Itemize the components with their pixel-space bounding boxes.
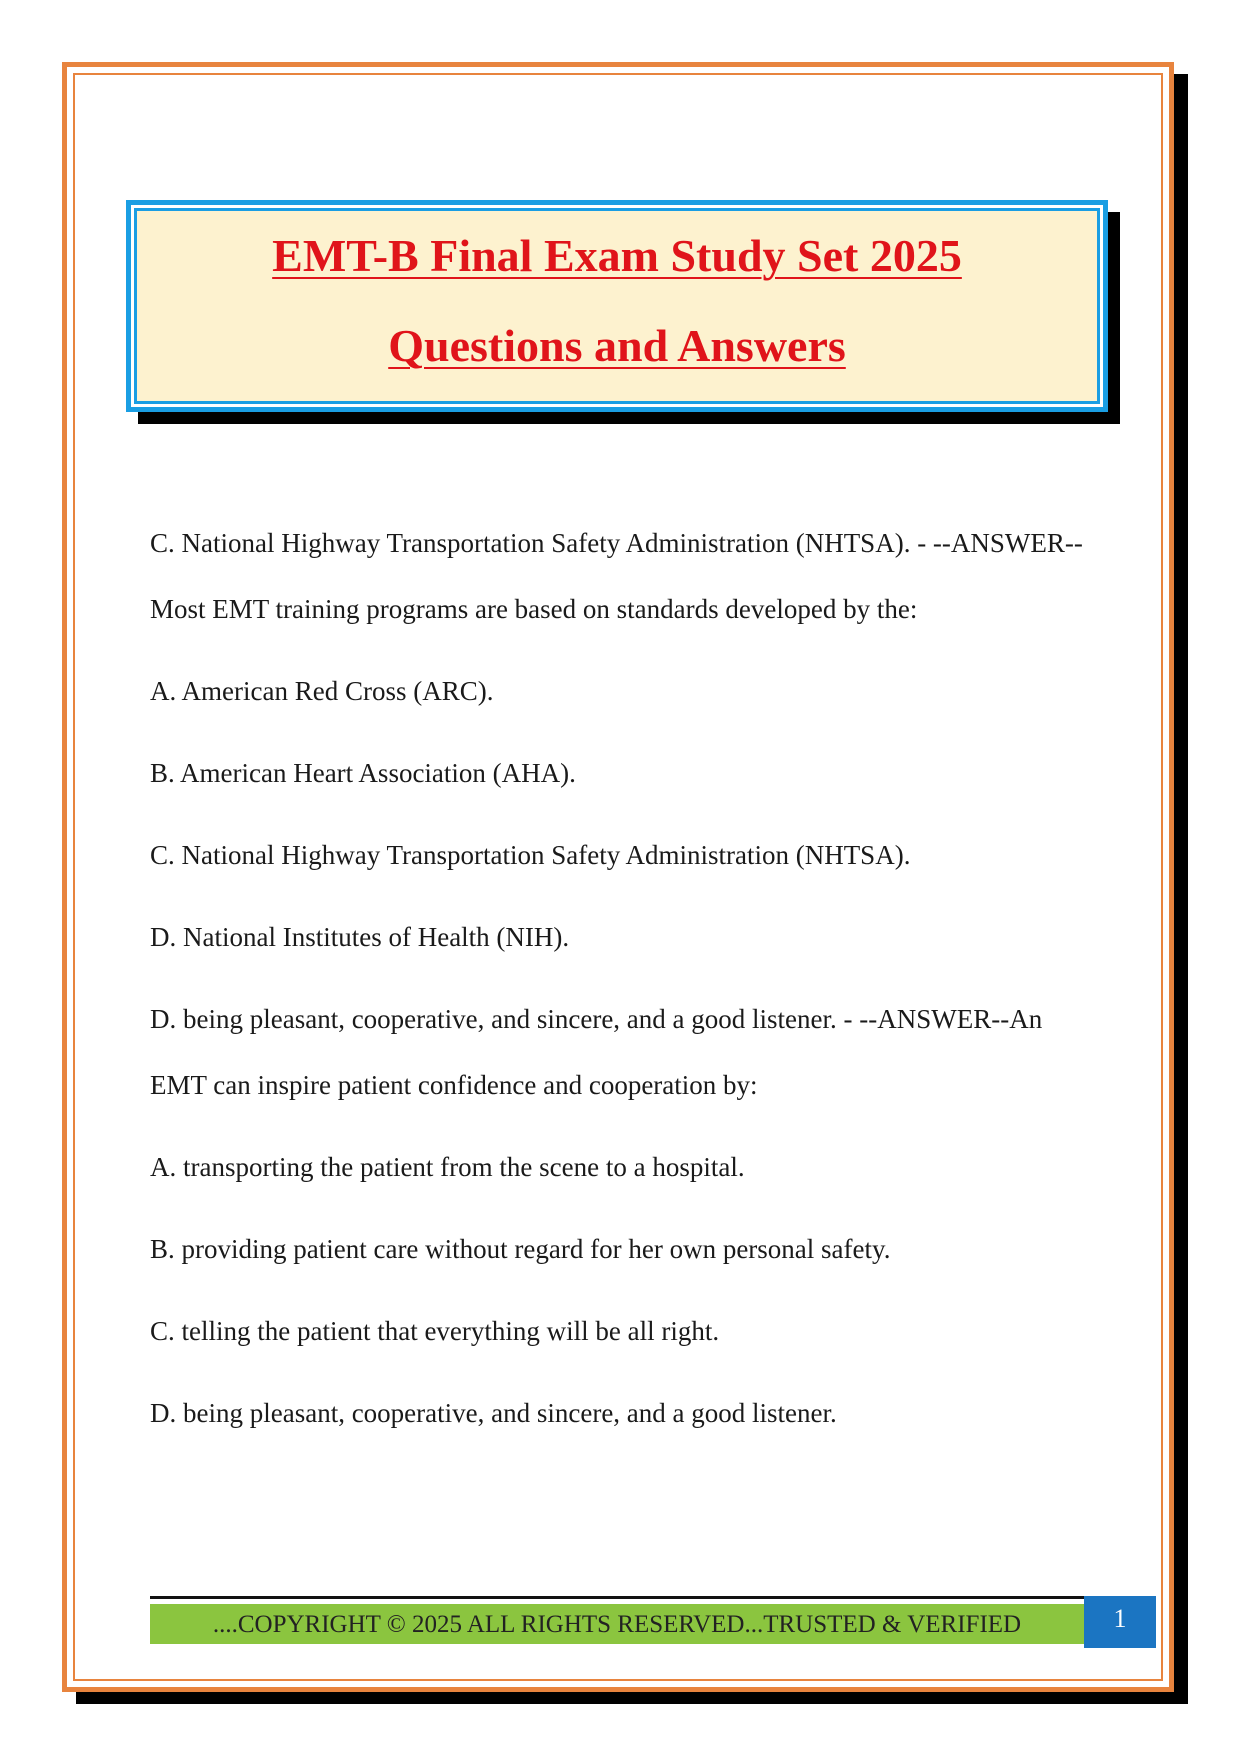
question-answer-paragraph: D. being pleasant, cooperative, and sincere, and a good listener. - --ANSWER--An EMT can inspire patient confidence and cooperation by: <box>150 1004 1043 1100</box>
document-title: EMT-B Final Exam Study Set 2025 <box>272 230 962 281</box>
page-number: 1 <box>1084 1596 1156 1648</box>
title-box <box>126 200 1108 412</box>
footer-rule <box>150 1596 1086 1599</box>
document-body <box>150 510 1090 1462</box>
option-text: D. National Institutes of Health (NIH). <box>150 922 570 952</box>
title-box-gap <box>131 205 1103 407</box>
footer-copyright: ....COPYRIGHT © 2025 ALL RIGHTS RESERVED...TRUSTED & VERIFIED <box>150 1604 1084 1644</box>
option-text: C. National Highway Transportation Safety Administration (NHTSA). <box>150 840 911 870</box>
option-text: B. American Heart Association (AHA). <box>150 758 576 788</box>
option-text: A. transporting the patient from the scene to a hospital. <box>150 1152 745 1182</box>
option-text: D. being pleasant, cooperative, and sincere, and a good listener. <box>150 1398 837 1428</box>
document-subtitle: Questions and Answers <box>388 320 846 371</box>
option-text: A. American Red Cross (ARC). <box>150 676 494 706</box>
title-box-core <box>134 208 1100 404</box>
option-text: C. telling the patient that everything will be all right. <box>150 1316 720 1346</box>
option-text: B. providing patient care without regard for her own personal safety. <box>150 1234 891 1264</box>
question-answer-paragraph: C. National Highway Transportation Safety Administration (NHTSA). - --ANSWER--Most EMT training programs are based on standards developed by the: <box>150 528 1083 624</box>
